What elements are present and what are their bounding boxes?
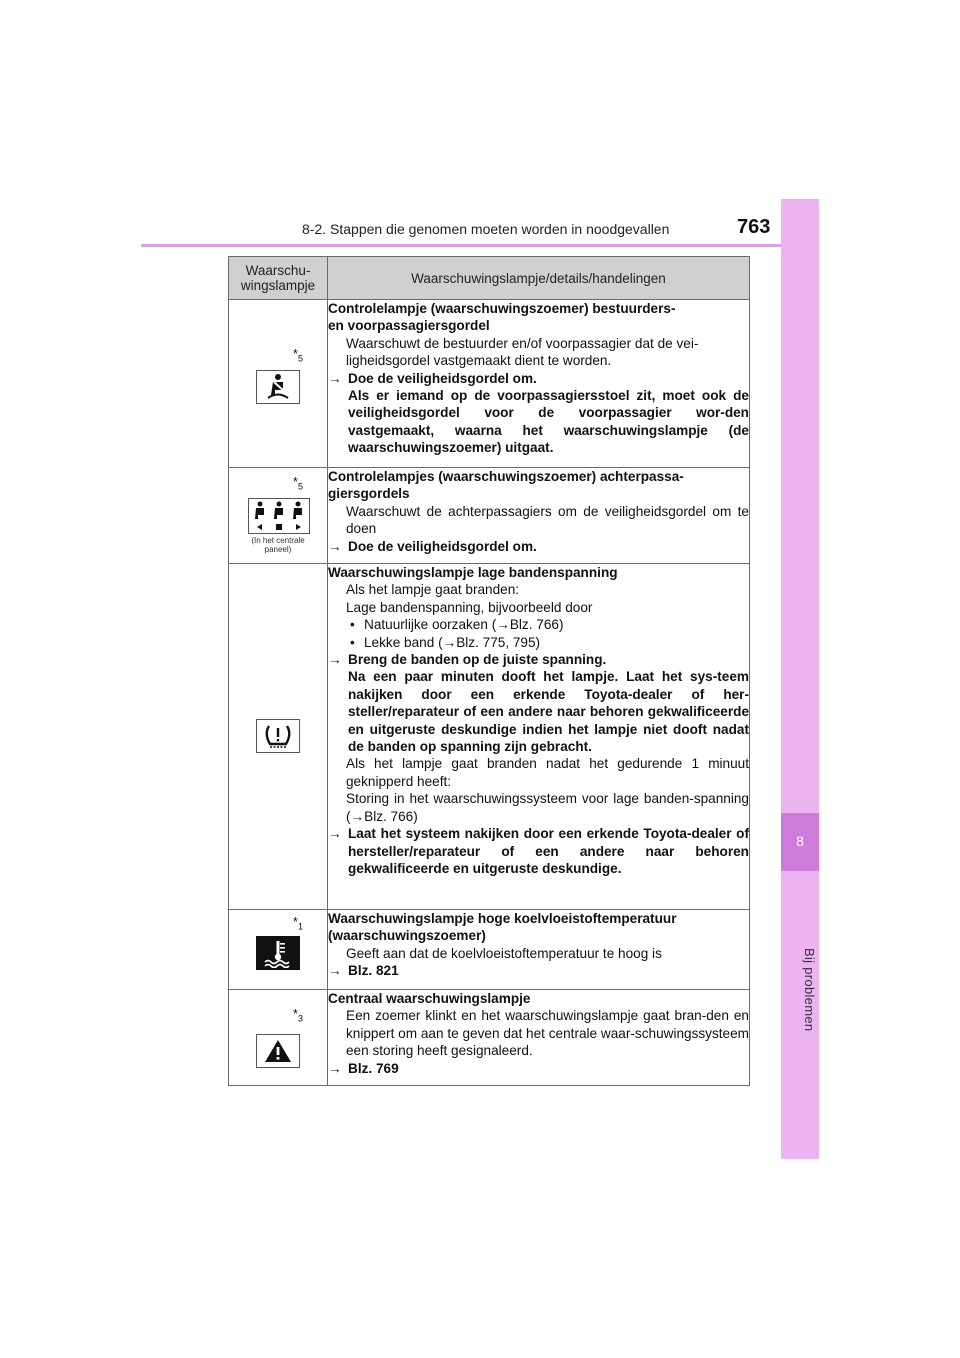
row-text: Lage bandenspanning, bijvoorbeeld door: [346, 599, 593, 615]
table-row: [229, 564, 750, 910]
master-warning-icon: [256, 1034, 300, 1068]
coolant-temperature-icon: [256, 936, 300, 970]
row-title: Waarschuwingslampje hoge koelvloeistoftemperatuur (waarschuwingszoemer): [328, 911, 677, 944]
icon-cell: [229, 468, 328, 564]
row-text: Waarschuwt de bestuurder en/of voorpassagier dat de vei- ligheidsgordel vastgemaakt dient te worden.: [346, 335, 699, 369]
chapter-number: 8: [796, 833, 804, 849]
row-action: → Doe de veiligheidsgordel om.: [328, 538, 537, 554]
icon-cell: [229, 990, 328, 1086]
row-action: → Blz. 769: [328, 1060, 399, 1076]
row-text: Als het lampje gaat branden:: [346, 582, 520, 598]
chapter-number-block: [781, 813, 819, 871]
row-title: Waarschuwingslampje lage bandenspanning: [328, 565, 618, 580]
row-text: Waarschuwt de achterpassagiers om de veiligheidsgordel om te doen: [346, 503, 749, 537]
description-cell: [328, 300, 750, 468]
column-header-details: Waarschuwingslampje/details/handelingen: [328, 257, 750, 300]
page-header: [296, 216, 776, 243]
warning-lights-table: [228, 256, 750, 1086]
column-header-icon: [229, 257, 328, 300]
icon-caption: (In het centrale paneel): [251, 536, 305, 554]
footnote-marker: $*_1$: [292, 914, 303, 932]
row-action-detail: Als er iemand op de voorpassagiersstoel zit, moet ook de veiligheidsgordel voor de voorpassagier wor-den vastgemaakt, waarna het waarschuwingslampje (de waarschuwingszoemer) uitgaat.: [348, 388, 749, 456]
list-item: • Natuurlijke oorzaken (→Blz. 766): [350, 617, 564, 633]
chapter-label: Bij problemen: [802, 948, 817, 1032]
row-action: → Doe de veiligheidsgordel om.: [328, 370, 537, 386]
footnote-marker: $*_5$: [292, 346, 303, 364]
column-header-icon-line2: wingslampje: [240, 278, 316, 293]
row-title: Centraal waarschuwingslampje: [328, 991, 531, 1006]
row-text: Als het lampje gaat branden nadat het gedurende 1 minuut geknipperd heeft:: [346, 756, 749, 789]
table-row: [229, 468, 750, 564]
row-title: Controlelampje (waarschuwingszoemer) bestuurders- en voorpassagiersgordel: [328, 301, 676, 334]
footnote-marker: $*_5$: [292, 474, 303, 492]
icon-cell: [229, 300, 328, 468]
header-rule: [141, 244, 819, 247]
row-action: → Blz. 821: [328, 963, 399, 979]
table-header-row: [229, 257, 750, 300]
page-number: 763: [737, 216, 771, 238]
description-cell: [328, 990, 750, 1086]
row-action: → Breng de banden op de juiste spanning.: [328, 652, 607, 668]
table-row: [229, 990, 750, 1086]
tire-pressure-warning-icon: [256, 719, 300, 753]
icon-cell: [229, 910, 328, 990]
row-text: Storing in het waarschuwingssysteem voor lage banden-spanning (→Blz. 766): [346, 791, 749, 824]
footnote-marker: $*_3$: [292, 1006, 303, 1024]
row-title: Controlelampjes (waarschuwingszoemer) achterpassa- giersgordels: [328, 469, 684, 502]
row-text: Een zoemer klinkt en het waarschuwingslampje gaat bran-den en knippert om aan te geven dat het centrale waar-schuwingssysteem een storing heeft gesignaleerd.: [346, 1008, 749, 1059]
table-row: [229, 910, 750, 990]
list-item: • Lekke band (→Blz. 775, 795): [350, 634, 541, 650]
row-action-detail: Na een paar minuten dooft het lampje. Laat het sys-teem nakijken door een erkende Toyota-dealer of her-steller/reparateur of een andere naar behoren gekwalificeerde en uitgeruste deskundige indien het lampje niet dooft nadat de banden op spanning zijn gebracht.: [348, 669, 749, 755]
icon-cell: [229, 564, 328, 910]
table-row: [229, 300, 750, 468]
section-title: 8-2. Stappen die genomen moeten worden in noodgevallen: [302, 221, 670, 237]
description-cell: [328, 564, 750, 910]
rear-seatbelt-warning-icon: [248, 498, 310, 534]
row-action: → Laat het systeem nakijken door een erkende Toyota-dealer of hersteller/reparateur of een andere naar behoren gekwalificeerde en uitgeruste deskundige.: [328, 826, 749, 876]
row-text: Geeft aan dat de koelvloeistoftemperatuur te hoog is: [346, 945, 662, 961]
chapter-side-tab: [781, 199, 819, 1159]
description-cell: [328, 468, 750, 564]
column-header-icon-line1: Waarschu-: [245, 263, 311, 278]
seatbelt-warning-icon: [256, 370, 300, 404]
description-cell: [328, 910, 750, 990]
